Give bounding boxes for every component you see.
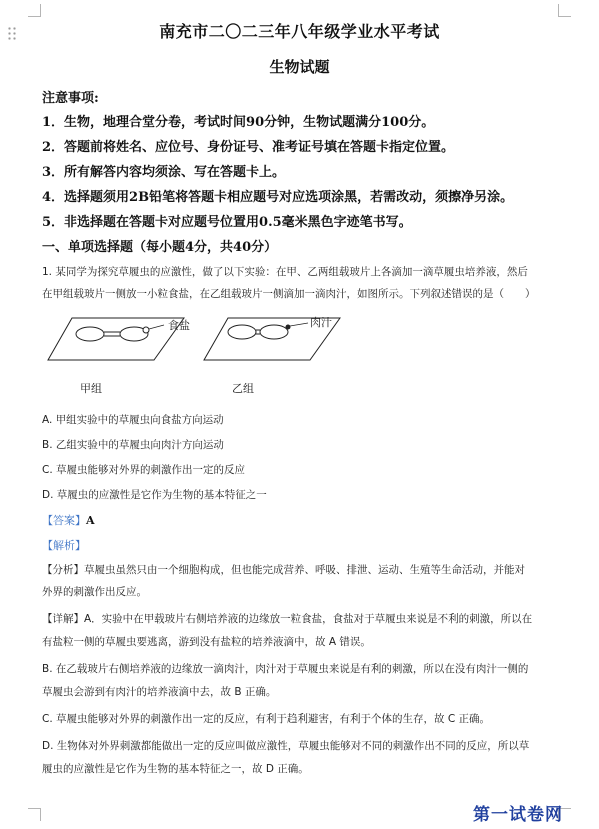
analysis-line: 【详解】A．实验中在甲载玻片右侧培养液的边缘放一粒食盐，食盐对于草履虫来说是不利的刺激，所以在 bbox=[42, 613, 533, 625]
page-title: 南充市二〇二三年八年级学业水平考试 bbox=[159, 22, 440, 41]
site-watermark: 第一试卷网 bbox=[473, 805, 563, 825]
notice-item: 2．答题前将姓名、应位号、身份证号、准考证号填在答题卡指定位置。 bbox=[42, 140, 455, 155]
analysis-line: D. 生物体对外界刺激都能做出一定的反应叫做应激性，草履虫能够对不同的刺激作出不同的反应，所以草 bbox=[42, 740, 530, 752]
question-stem-line: 在甲组载玻片一侧放一小粒食盐，在乙组载玻片一侧滴加一滴肉汁，如图所示。下列叙述错误的是（ ） bbox=[42, 288, 536, 300]
notice-heading: 注意事项: bbox=[42, 91, 99, 106]
analysis-line: B. 在乙载玻片右侧培养液的边缘放一滴肉汁，肉汁对于草履虫来说是有利的刺激，所以在没有肉汁一侧的 bbox=[42, 663, 529, 675]
salt-grain bbox=[143, 327, 149, 333]
page-subtitle: 生物试题 bbox=[269, 58, 330, 76]
label-group-b: 乙组 bbox=[232, 382, 254, 395]
culture-drop-right-b bbox=[260, 325, 288, 339]
label-salt: 食盐 bbox=[168, 319, 190, 332]
notice-item: 4．选择题须用2B铅笔将答题卡相应题号对应选项涂黑，若需改动，须擦净另涂。 bbox=[42, 190, 514, 205]
option-c: C. 草履虫能够对外界的刺激作出一定的反应 bbox=[42, 464, 246, 476]
answer-label: 【答案】 bbox=[42, 514, 86, 527]
answer-row bbox=[42, 512, 95, 528]
analysis-line: 有盐粒一侧的草履虫要逃离，游到没有盐粒的培养液滴中，故 A 错误。 bbox=[42, 636, 371, 648]
corner-mark-top-right bbox=[558, 4, 571, 17]
option-a: A. 甲组实验中的草履虫向食盐方向运动 bbox=[42, 414, 224, 426]
answer-value: A bbox=[86, 514, 95, 527]
option-b: B. 乙组实验中的草履虫向肉汁方向运动 bbox=[42, 439, 224, 451]
corner-mark-top-left bbox=[28, 4, 41, 17]
slide-a bbox=[48, 318, 184, 360]
meat-juice-drop bbox=[286, 325, 291, 330]
corner-mark-bottom-left bbox=[28, 808, 41, 821]
culture-drop-left-b bbox=[228, 325, 256, 339]
option-d: D. 草履虫的应激性是它作为生物的基本特征之一 bbox=[42, 489, 267, 501]
label-group-a: 甲组 bbox=[80, 382, 102, 395]
notice-item: 5．非选择题在答题卡对应题号位置用0.5毫米黑色字迹笔书写。 bbox=[42, 215, 412, 230]
notice-item: 1．生物，地理合堂分卷，考试时间90分钟，生物试题满分100分。 bbox=[42, 115, 435, 130]
analysis-line: 履虫的应激性是它作为生物的基本特征之一，故 D 正确。 bbox=[42, 763, 309, 775]
notice-item: 3．所有解答内容均须涂、写在答题卡上。 bbox=[42, 165, 286, 180]
label-meat-juice: 肉汁 bbox=[310, 316, 332, 329]
section-heading: 一、单项选择题（每小题4分，共40分） bbox=[42, 240, 278, 255]
analysis-label: 【解析】 bbox=[42, 539, 86, 552]
analysis-line: 外界的刺激作出反应。 bbox=[42, 586, 147, 598]
culture-drop-left-a bbox=[76, 327, 104, 341]
experiment-figure bbox=[42, 312, 372, 402]
question-stem-line: 1. 某同学为探究草履虫的应激性，做了以下实验：在甲、乙两组载玻片上各滴加一滴草履虫培养液，然后 bbox=[42, 266, 528, 278]
analysis-line: 【分析】草履虫虽然只由一个细胞构成，但也能完成营养、呼吸、排泄、运动、生殖等生命活动，并能对 bbox=[42, 564, 525, 576]
analysis-line: 草履虫会游到有肉汁的培养液滴中去，故 B 正确。 bbox=[42, 686, 277, 698]
analysis-line: C. 草履虫能够对外界的刺激作出一定的反应，有利于趋利避害，有利于个体的生存，故 C 正确。 bbox=[42, 713, 491, 725]
